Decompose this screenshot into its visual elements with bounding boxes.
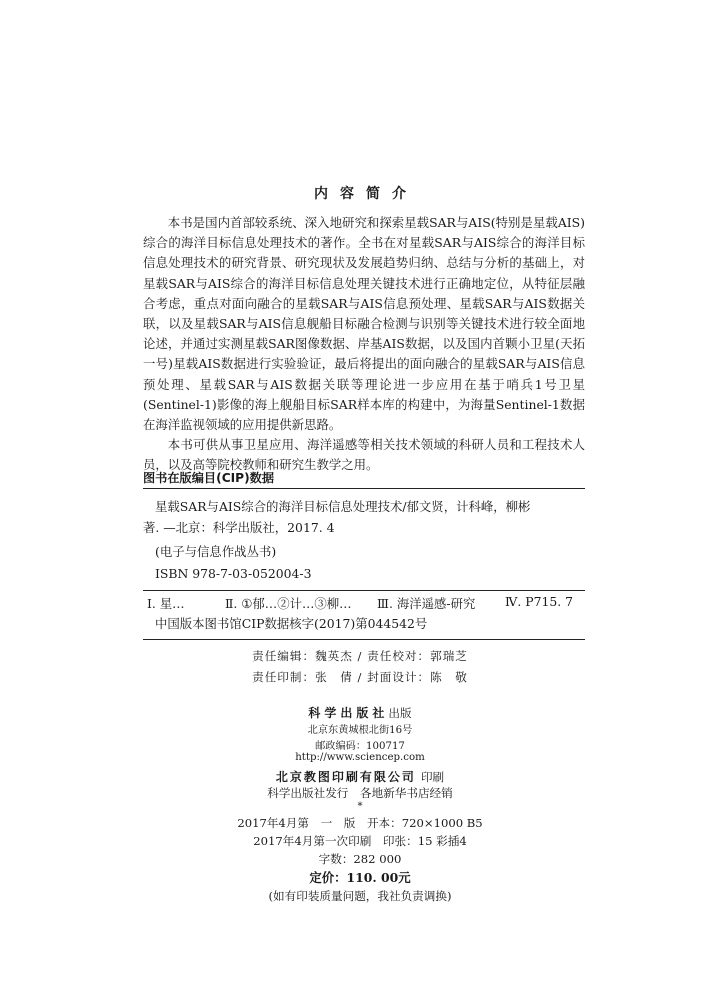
printer-name: 北京教图印刷有限公司: [275, 770, 416, 784]
separator-asterisk: *: [357, 801, 363, 812]
cip-class-2: Ⅱ. ①郁…②计…③柳…: [225, 596, 352, 611]
printing-line: 2017年4月第一次印刷 印张：15 彩插4: [253, 834, 467, 848]
printer-role: 印刷: [420, 770, 445, 784]
summary-paragraph: 本书可供从事卫星应用、海洋遥感等相关技术领域的科研人员和工程技术人员，以及高等院校教师和研究生教学之用。: [143, 437, 585, 473]
publisher-postcode: 邮政编码：100717: [315, 741, 405, 752]
staff-line-production: 责任印制：张 倩 / 封面设计：陈 敬: [252, 670, 468, 684]
cip-number: 中国版本图书馆CIP数据核字(2017)第044542号: [155, 616, 428, 631]
cip-bottom-rule: [143, 639, 585, 640]
cip-class-4: Ⅳ. P715. 7: [505, 594, 574, 609]
staff-line-editors: 责任编辑：魏英杰 / 责任校对：郭瑞芝: [252, 649, 468, 663]
cip-class-3: Ⅲ. 海洋遥感-研究: [377, 596, 476, 611]
cip-class-1: Ⅰ. 星…: [147, 596, 185, 611]
cip-top-rule: [143, 488, 585, 489]
printer-line: [0, 766, 720, 785]
quality-notice: (如有印装质量问题，我社负责调换): [268, 889, 452, 903]
cip-divider: [143, 590, 585, 591]
publisher-role: 出版: [388, 706, 412, 720]
cip-isbn: ISBN 978-7-03-052004-3: [155, 566, 312, 581]
cip-title-line: 星载SAR与AIS综合的海洋目标信息处理技术/郁文贤，计科峰，柳彬: [155, 499, 531, 514]
summary-paragraph: 本书是国内首部较系统、深入地研究和探索星载SAR与AIS(特别是星载AIS)综合的海洋目标信息处理技术的著作。全书在对星载SAR与AIS综合的海洋目标信息处理技术的研究背景、研究现状及发展趋势归纳、总结与分析的基础上，对星载SAR与AIS综合的海洋目标信息处理关键技术进行正确地定位，从特征层融合考虑，重点对面向融合的星载SAR与AIS信息预处理、星载SAR与AIS数据关联，以及星载SAR与AIS信息舰船目标融合检测与识别等关键技术进行较全面地论述，并通过实测星载SAR图像数据、岸基AIS数据，以及国内首颗小卫星(天拓一号)星载AIS数据进行实验验证，最后将提出的面向融合的星载SAR与AIS信息预处理、星载SAR与AIS数据关联等理论进一步应用在基于哨兵1号卫星(Sentinel-1)影像的海上舰船目标SAR样本库的构建中，为海量Sentinel-1数据在海洋监视领域的应用提供新思路。: [143, 215, 585, 433]
cip-series: (电子与信息作战丛书): [155, 544, 277, 559]
cip-author-line: 著. —北京：科学出版社，2017. 4: [143, 520, 335, 535]
edition-line: 2017年4月第 一 版 开本：720×1000 B5: [237, 816, 483, 830]
publisher-website: http://www.sciencep.com: [295, 752, 425, 763]
publisher-name: 科学出版社: [308, 706, 389, 720]
distribution-line: 科学出版社发行 各地新华书店经销: [267, 786, 453, 800]
publisher-address: 北京东黄城根北街16号: [307, 725, 413, 736]
publisher-line: [0, 702, 720, 721]
word-count: 字数：282 000: [318, 852, 402, 866]
summary-body: [143, 213, 585, 476]
price: 定价：110. 00元: [309, 870, 411, 885]
cip-header: 图书在版编目(CIP)数据: [143, 471, 275, 485]
summary-title: 内容简介: [314, 186, 418, 202]
